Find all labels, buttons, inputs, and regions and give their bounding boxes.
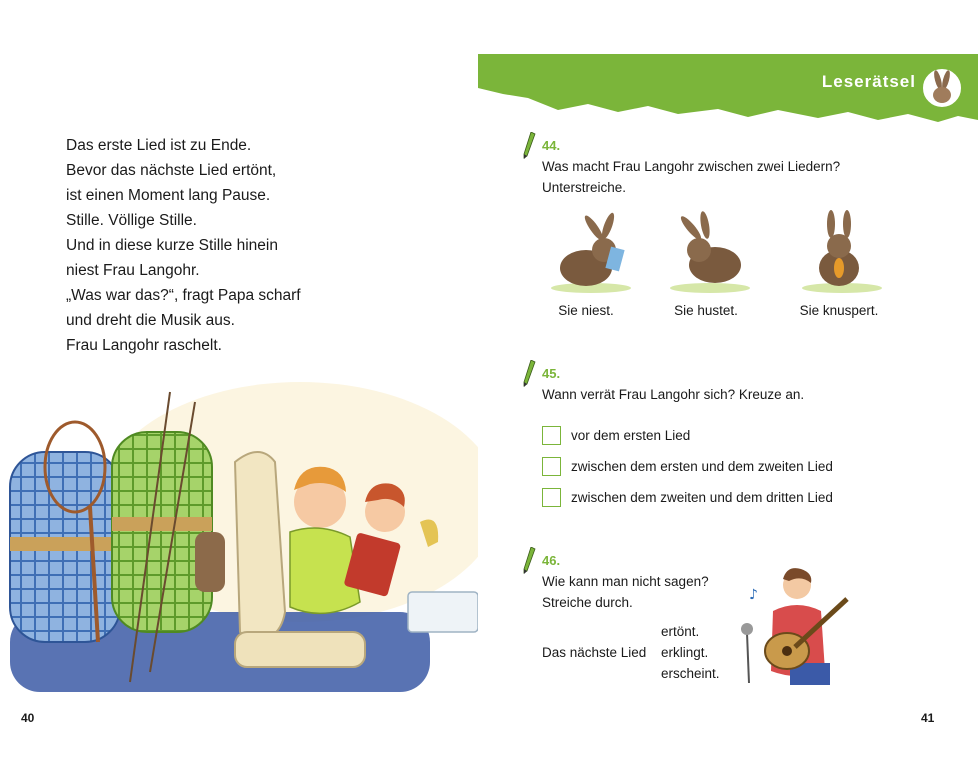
coughing-bunny-icon xyxy=(665,210,755,295)
story-line: und dreht die Musik aus. xyxy=(66,312,235,329)
word-option-2[interactable]: erklingt. xyxy=(661,645,709,660)
question-45-number: 45. xyxy=(542,366,561,381)
option-label: zwischen dem ersten und dem zweiten Lied xyxy=(571,458,833,474)
question-46-instruction: Streiche durch. xyxy=(542,595,633,610)
story-line: Bevor das nächste Lied ertönt, xyxy=(66,162,277,179)
banner-title: Leserätsel xyxy=(821,72,916,91)
checkbox[interactable] xyxy=(542,426,561,445)
sneezing-bunny-icon xyxy=(546,210,636,295)
nibbling-bunny-icon xyxy=(797,210,887,295)
q45-option-3[interactable] xyxy=(542,486,833,508)
page-number-right: 41 xyxy=(921,711,935,725)
option-coughs[interactable]: Sie hustet. xyxy=(674,303,738,318)
story-line: „Was war das?“, fragt Papa scharf xyxy=(66,287,301,304)
pencil-icon xyxy=(522,547,536,575)
car-illustration xyxy=(0,372,478,702)
sentence-start: Das nächste Lied xyxy=(542,645,647,660)
q45-option-2[interactable] xyxy=(542,455,833,477)
story-text xyxy=(66,133,301,358)
story-line: ist einen Moment lang Pause. xyxy=(66,187,271,204)
pencil-icon xyxy=(522,132,536,160)
story-line: niest Frau Langohr. xyxy=(66,262,200,279)
bunny-badge-icon xyxy=(921,67,963,109)
story-line: Stille. Völlige Stille. xyxy=(66,212,197,229)
option-label: zwischen dem zweiten und dem dritten Lied xyxy=(571,489,833,505)
option-nibbles[interactable]: Sie knuspert. xyxy=(799,303,879,318)
question-44-text: Was macht Frau Langohr zwischen zwei Liedern? xyxy=(542,159,841,174)
question-46-number: 46. xyxy=(542,553,561,568)
pencil-icon xyxy=(522,360,536,388)
story-line: Und in diese kurze Stille hinein xyxy=(66,237,278,254)
checkbox[interactable] xyxy=(542,488,561,507)
checkbox[interactable] xyxy=(542,457,561,476)
word-option-1[interactable]: ertönt. xyxy=(661,624,700,639)
option-sneezes[interactable]: Sie niest. xyxy=(558,303,614,318)
question-44-number: 44. xyxy=(542,138,561,153)
story-line: Das erste Lied ist zu Ende. xyxy=(66,137,252,154)
option-label: vor dem ersten Lied xyxy=(571,427,691,443)
question-45-text: Wann verrät Frau Langohr sich? Kreuze an. xyxy=(542,387,805,402)
svg-text:♪: ♪ xyxy=(749,587,758,603)
q45-option-1[interactable] xyxy=(542,424,690,446)
word-option-3[interactable]: erscheint. xyxy=(661,666,720,681)
story-line: Frau Langohr raschelt. xyxy=(66,337,222,354)
question-46-text: Wie kann man nicht sagen? xyxy=(542,574,709,589)
guitar-player-illustration xyxy=(735,563,855,685)
question-44-instruction: Unterstreiche. xyxy=(542,180,627,195)
page-number-left: 40 xyxy=(21,711,35,725)
